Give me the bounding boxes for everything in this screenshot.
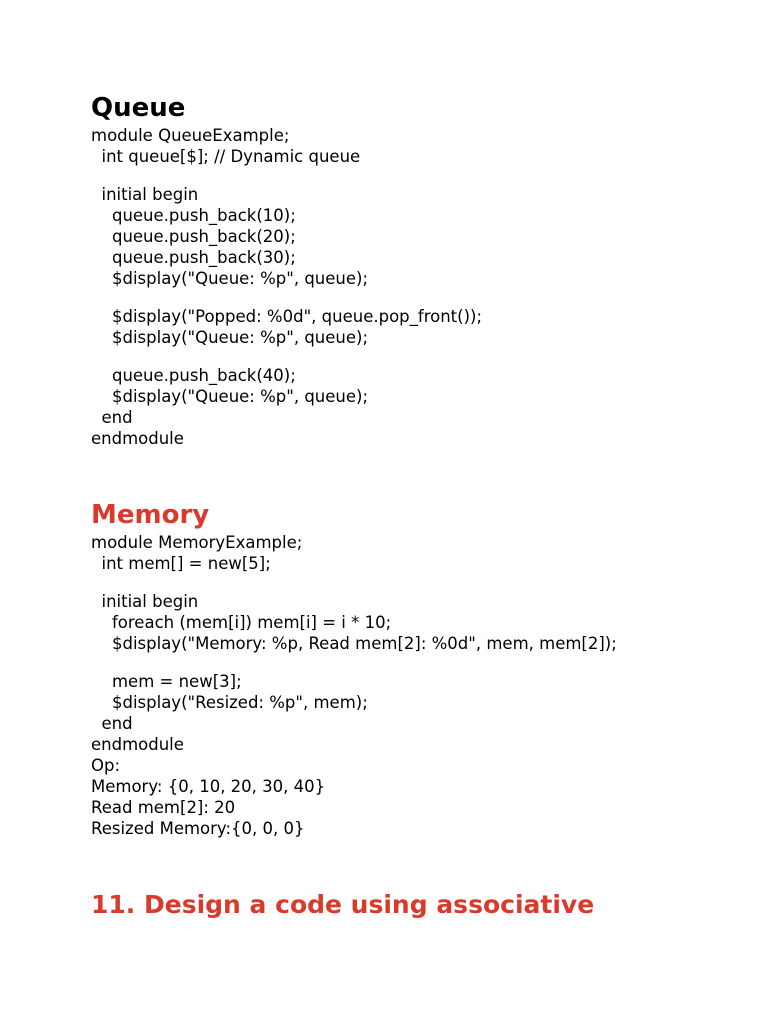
code-line: queue.push_back(40); xyxy=(91,366,296,385)
code-line: $display("Memory: %p, Read mem[2]: %0d", mem, mem[2]); xyxy=(91,634,617,653)
code-line: mem = new[3]; xyxy=(91,672,242,691)
queue-code-block xyxy=(91,125,482,449)
queue-heading: Queue xyxy=(91,93,186,123)
blank-line xyxy=(91,289,482,306)
code-line: $display("Resized: %p", mem); xyxy=(91,693,368,712)
code-line: end xyxy=(91,408,133,427)
code-line: queue.push_back(10); xyxy=(91,206,296,225)
code-line: module QueueExample; xyxy=(91,126,290,145)
code-line: module MemoryExample; xyxy=(91,533,303,552)
code-line: $display("Queue: %p", queue); xyxy=(91,269,369,288)
code-line: endmodule xyxy=(91,735,184,754)
memory-heading: Memory xyxy=(91,500,210,530)
code-line: queue.push_back(30); xyxy=(91,248,296,267)
code-line: Resized Memory:{0, 0, 0} xyxy=(91,819,305,838)
blank-line xyxy=(91,654,617,671)
code-line: Memory: {0, 10, 20, 30, 40} xyxy=(91,777,326,796)
code-line: int mem[] = new[5]; xyxy=(91,554,271,573)
code-line: end xyxy=(91,714,133,733)
code-line: $display("Popped: %0d", queue.pop_front()); xyxy=(91,307,483,326)
code-line: initial begin xyxy=(91,592,199,611)
memory-code-block xyxy=(91,532,617,839)
code-line: initial begin xyxy=(91,185,199,204)
blank-line xyxy=(91,167,482,184)
code-line: Op: xyxy=(91,756,121,775)
code-line: $display("Queue: %p", queue); xyxy=(91,328,369,347)
code-line: int queue[$]; // Dynamic queue xyxy=(91,147,361,166)
code-line: Read mem[2]: 20 xyxy=(91,798,236,817)
code-line: $display("Queue: %p", queue); xyxy=(91,387,369,406)
code-line: queue.push_back(20); xyxy=(91,227,296,246)
section-11-heading: 11. Design a code using associative xyxy=(91,890,595,919)
blank-line xyxy=(91,574,617,591)
code-line: endmodule xyxy=(91,429,184,448)
code-line: foreach (mem[i]) mem[i] = i * 10; xyxy=(91,613,392,632)
blank-line xyxy=(91,348,482,365)
